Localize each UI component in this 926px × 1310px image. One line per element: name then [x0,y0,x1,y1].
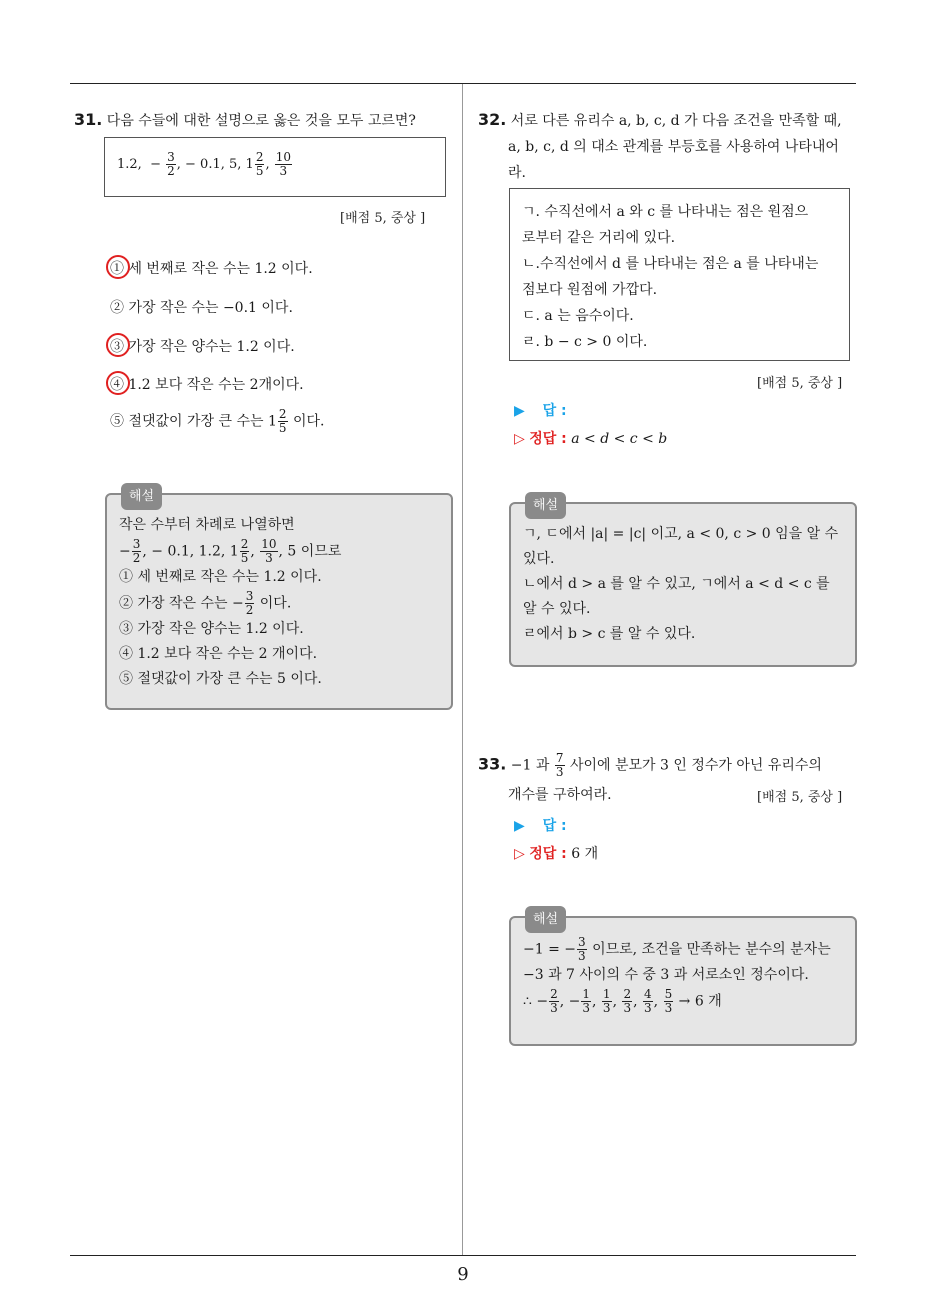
explanation-line: −3 과 7 사이의 수 중 3 과 서로소인 정수이다. [523,967,809,983]
selected-circle-icon [106,333,130,357]
question-text: 라. [508,165,526,181]
fraction: $\frac{10}{3}$ [261,537,277,565]
question-text: a, b, c, d 의 대소 관계를 부등호를 사용하여 나타내어 [508,139,839,155]
outline-arrow-icon: ▷ [514,846,525,862]
explanation-line: 있다. [523,551,555,567]
play-arrow-icon: ▶ [514,818,525,834]
explanation-tag: 해설 [121,483,162,510]
question-32-header [478,108,858,186]
explanation-line: ④ 1.2 보다 작은 수는 2 개이다. [119,646,318,662]
selected-circle-icon [106,255,130,279]
explanation-box [105,489,453,710]
selected-circle-icon [106,371,130,395]
bottom-rule [70,1255,856,1256]
fraction: $\frac{10}{3}$ [275,150,292,178]
correct-answer-row [514,843,598,863]
question-31-header [74,108,416,134]
fraction: $\frac{3}{2}$ [245,589,254,617]
fraction: $\frac{2}{5}$ [255,150,264,178]
condition-line: ㄷ. a 는 음수이다. [522,308,634,324]
score-label: [배점 5, 중상 ] [757,790,843,805]
fraction: $\frac{3}{2}$ [167,150,175,178]
explanation-line: ㄴ에서 d > a 를 알 수 있고, ㄱ에서 a < d < c 를 [523,576,830,592]
fraction: $\frac{2}{3}$ [623,987,632,1015]
choice-3[interactable]: ③ 가장 작은 양수는 1.2 이다. [110,336,295,356]
explanation-box [509,912,857,1046]
condition-line: ㄱ. 수직선에서 a 와 c 를 나타내는 점은 원점으 [522,204,809,220]
fraction: $\frac{1}{3}$ [582,987,591,1015]
question-number: 33. [478,754,507,774]
correct-value: a < d < c < b [571,431,668,447]
explanation-line: −1 = − $\frac{3}{3}$ 이므로, 조건을 만족하는 분수의 분자는 [523,935,831,963]
top-rule [70,83,856,84]
fraction: $\frac{2}{3}$ [550,987,558,1015]
explanation-line: − $\frac{3}{2}$ , − 0.1, 1.2, 1 $\frac{2}{5}$ , $\frac{10}{3}$ , 5 이므로 [119,537,342,565]
play-arrow-icon: ▶ [514,403,525,419]
question-33-header: 33. −1 과 $\frac{7}{3}$ 사이에 분모가 3 인 정수가 아닌 유리수의 [478,751,822,779]
correct-value: 6 개 [571,846,599,862]
column-divider [462,84,463,1256]
score-label: [배점 5, 중상 ] [340,211,426,226]
explanation-line: ∴ − $\frac{2}{3}$ , − $\frac{1}{3}$ , $\frac{1}{3}$ , $\frac{2}{3}$ , $\frac{4}{3}$ , $\frac{5}{3}$ → 6 개 [523,987,722,1015]
answer-row[interactable] [514,815,567,835]
choice-1[interactable]: ① 세 번째로 작은 수는 1.2 이다. [110,258,313,278]
number-list: 1.2, − $\frac{3}{2}$ , − 0.1, 5, 1 $\frac{2}{5}$ , $\frac{10}{3}$ [117,150,292,178]
explanation-line: ③ 가장 작은 양수는 1.2 이다. [119,621,304,637]
explanation-line: ⑤ 절댓값이 가장 큰 수는 5 이다. [119,671,322,687]
explanation-line: 알 수 있다. [523,601,591,617]
fraction: $\frac{1}{3}$ [602,987,611,1015]
choice-4[interactable]: ④ 1.2 보다 작은 수는 2개이다. [110,374,304,394]
page-number: 9 [457,1264,469,1285]
answer-row[interactable] [514,400,567,420]
condition-line: ㄹ. b − c > 0 이다. [522,334,648,350]
explanation-line: ㄱ, ㄷ에서 |a| = |c| 이고, a < 0, c > 0 임을 알 수 [523,526,839,542]
explanation-box [509,498,857,667]
question-text: 개수를 구하여라. [508,787,612,803]
explanation-line: ① 세 번째로 작은 수는 1.2 이다. [119,569,322,585]
condition-line: 로부터 같은 거리에 있다. [522,230,676,246]
question-number: 32. [478,110,507,129]
conditions-box [509,188,850,361]
fraction: $\frac{5}{3}$ [664,987,673,1015]
correct-answer-row [514,428,667,448]
explanation-line: ㄹ에서 b > c 를 알 수 있다. [523,626,696,642]
fraction: $\frac{3}{2}$ [132,537,141,565]
answer-label: 답 : [542,403,567,419]
number-list-box [104,137,446,197]
question-text: 다음 수들에 대한 설명으로 옳은 것을 모두 고르면? [106,113,416,129]
question-number: 31. [74,110,103,129]
explanation-tag: 해설 [525,492,566,519]
fraction: $\frac{2}{5}$ [240,537,249,565]
correct-label: 정답 : [529,846,567,862]
choice-5[interactable]: ⑤ 절댓값이 가장 큰 수는 1 $\frac{2}{5}$ 이다. [110,407,325,435]
question-text: 서로 다른 유리수 a, b, c, d 가 다음 조건을 만족할 때, [510,113,842,129]
score-label: [배점 5, 중상 ] [757,376,843,391]
answer-label: 답 : [542,818,567,834]
explanation-line: 작은 수부터 차례로 나열하면 [119,517,295,533]
fraction: $\frac{2}{5}$ [278,407,287,435]
explanation-line: ② 가장 작은 수는 − $\frac{3}{2}$ 이다. [119,589,292,617]
condition-line: ㄴ.수직선에서 d 를 나타내는 점은 a 를 나타내는 [522,256,819,272]
explanation-tag: 해설 [525,906,566,933]
fraction: $\frac{7}{3}$ [555,751,564,779]
choice-2[interactable]: ② 가장 작은 수는 −0.1 이다. [110,300,293,316]
outline-arrow-icon: ▷ [514,431,525,447]
fraction: $\frac{4}{3}$ [644,987,652,1015]
fraction: $\frac{3}{3}$ [578,935,586,963]
condition-line: 점보다 원점에 가깝다. [522,282,658,298]
correct-label: 정답 : [529,431,567,447]
